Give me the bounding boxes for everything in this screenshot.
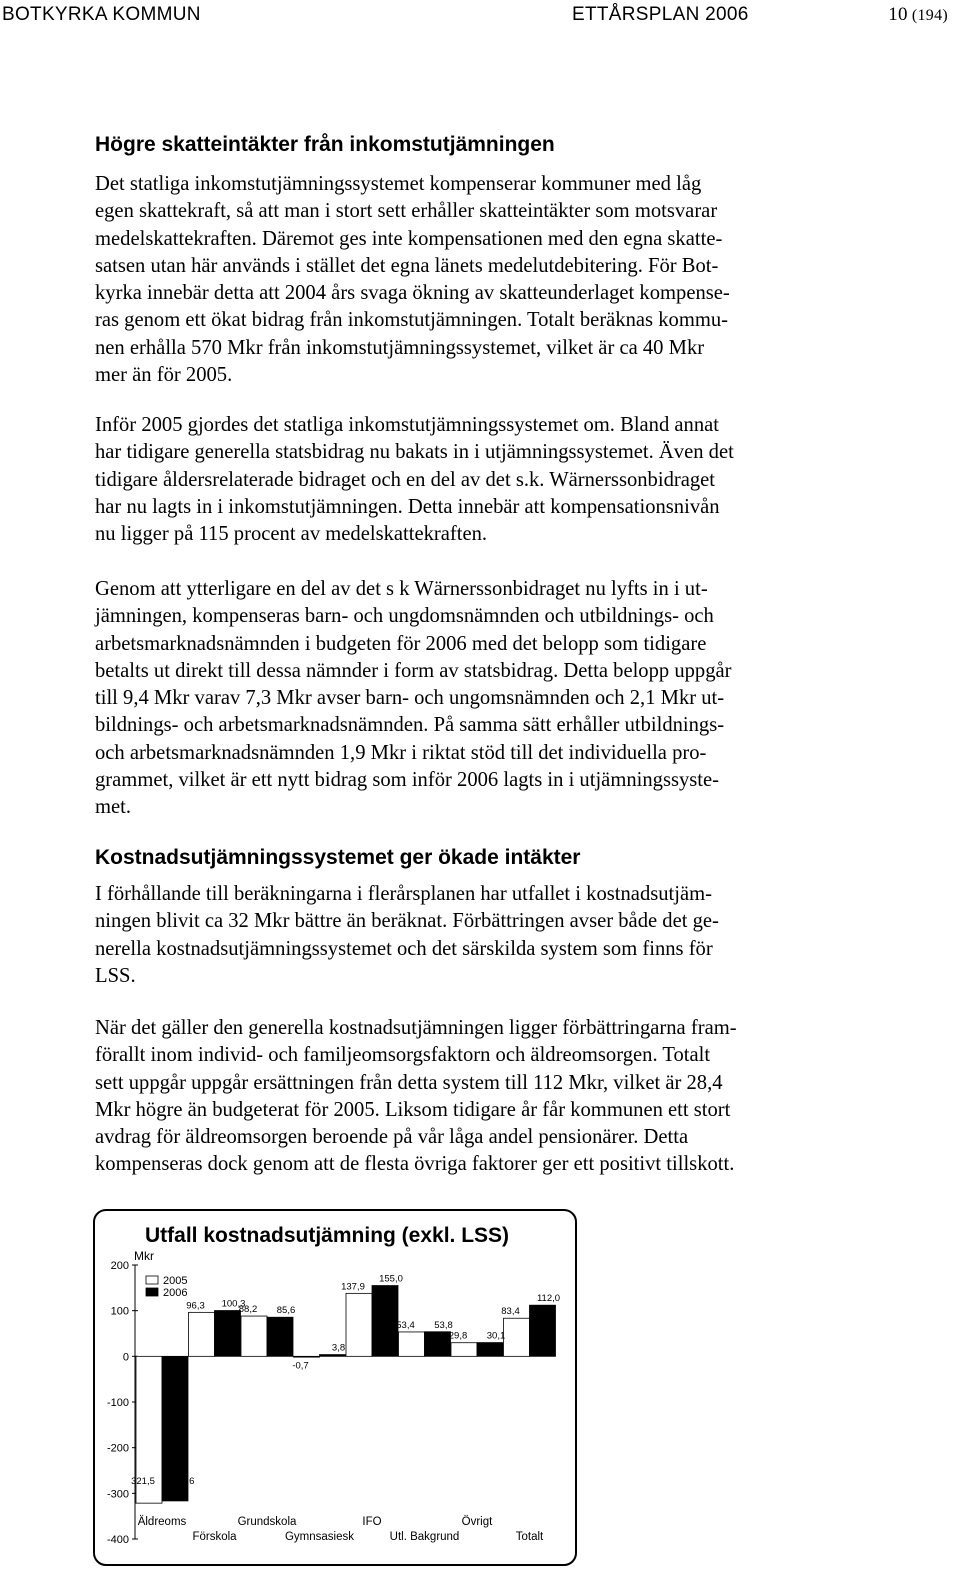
bar-2005 xyxy=(504,1318,530,1356)
category-label: IFO xyxy=(362,1516,382,1528)
data-label: -316,6 xyxy=(167,1476,195,1487)
data-label: 321,5 xyxy=(131,1476,155,1487)
paragraph-line: LSS. xyxy=(95,964,136,987)
paragraph-line: nen erhålla 570 Mkr från inkomstutjämningssystemet, vilket är ca 40 Mkr xyxy=(95,336,705,359)
bar-2005 xyxy=(241,1316,267,1356)
bar-2005 xyxy=(189,1312,215,1356)
paragraph-line: Mkr högre än budgeterat för 2005. Liksom tidigare år får kommunen ett stort xyxy=(95,1098,731,1121)
data-label: -0,7 xyxy=(292,1360,309,1372)
paragraph-line: I förhållande till beräkningarna i flerårsplanen har utfallet i kostnadsutjäm- xyxy=(95,883,713,905)
paragraph-line: avdrag för äldreomsorgen beroende på vår låga andel pensionärer. Detta xyxy=(95,1126,689,1149)
bar-2006 xyxy=(425,1332,451,1357)
legend-swatch xyxy=(146,1276,158,1284)
paragraph-line: nerella kostnadsutjämningssystemet och det särskilda system som finns för xyxy=(95,937,713,960)
y-tick-label: -200 xyxy=(106,1442,129,1455)
bar-2006 xyxy=(267,1317,293,1356)
bar-2005 xyxy=(399,1332,425,1356)
data-label: 100,3 xyxy=(221,1298,246,1310)
chart-title: Utfall kostnadsutjämning (exkl. LSS) xyxy=(145,1224,510,1247)
y-tick-label: -300 xyxy=(106,1488,129,1501)
paragraph xyxy=(95,881,875,990)
chart-ylabel: Mkr xyxy=(134,1249,154,1263)
paragraph-line: till 9,4 Mkr varav 7,3 Mkr avser barn- och ungomsnämnden och 2,1 Mkr ut- xyxy=(95,687,725,710)
header-document-title: ETTÅRSPLAN 2006 xyxy=(572,4,749,25)
paragraph-line: sett uppgår uppgår ersättningen från detta system till 112 Mkr, vilket är 28,4 xyxy=(95,1071,723,1094)
paragraph-line: nu ligger på 115 procent av medelskattekraften. xyxy=(95,523,488,546)
paragraph-line: bildnings- och arbetsmarknadsnämnden. På samma sätt erhåller utbildnings- xyxy=(95,714,725,737)
paragraph-line: har nu lagts in i inkomstutjämningen. Detta innebär att kompensationsnivån xyxy=(95,495,720,518)
bar-2006 xyxy=(530,1305,556,1356)
paragraph-line: Genom att ytterligare en del av det s k Wärnerssonbidraget nu lyfts in i ut- xyxy=(95,578,708,600)
paragraph-line: medelskattekraften. Däremot ges inte kompensationen med den egna skatte- xyxy=(95,227,723,250)
data-label: 83,4 xyxy=(501,1306,520,1318)
paragraph xyxy=(95,576,875,822)
paragraph-line: har tidigare generella statsbidrag nu bakats in i utjämningssystemet. Även det xyxy=(95,441,734,464)
header-org: BOTKYRKA KOMMUN xyxy=(2,4,201,25)
paragraph-line: Det statliga inkomstutjämningssystemet kompenserar kommuner med låg xyxy=(95,173,702,195)
category-label: Förskola xyxy=(192,1531,237,1543)
paragraph xyxy=(95,1015,875,1179)
data-label: 137,9 xyxy=(341,1281,365,1293)
section-heading-inkomstutjamning: Högre skatteintäkter från inkomstutjämningen xyxy=(95,133,555,156)
paragraph-line: tidigare åldersrelaterade bidraget och en del av det s.k. Wärnerssonbidraget xyxy=(95,468,716,491)
header-page-number xyxy=(888,4,948,26)
paragraph-line: ras genom ett ökat bidrag från inkomstutjämningen. Totalt beräknas kommu- xyxy=(95,309,729,332)
section-heading-kostnadsutjamning: Kostnadsutjämningssystemet ger ökade intäkter xyxy=(95,846,581,869)
paragraph-line: förallt inom individ- och familjeomsorgsfaktorn och äldreomsorgen. Totalt xyxy=(95,1044,711,1067)
paragraph-line: satsen utan här används i stället det egna länets medelutdebitering. För Bot- xyxy=(95,254,719,277)
bar-2005 xyxy=(294,1356,320,1357)
paragraph-line: jämningen, kompenseras barn- och ungdomsnämnden och utbildnings- och xyxy=(95,605,714,628)
paragraph-line: kyrka innebär detta att 2004 års svaga ökning av skatteunderlaget kompense- xyxy=(95,282,730,305)
y-tick-label: -400 xyxy=(106,1534,129,1546)
cost-equalization-chart xyxy=(90,1207,582,1569)
data-label: 53,8 xyxy=(434,1319,453,1331)
page-current: 10 xyxy=(888,4,908,25)
category-label: Grundskola xyxy=(237,1516,297,1528)
paragraph-line: kompenseras dock genom att de flesta övriga faktorer ger ett positivt tillskott. xyxy=(95,1153,735,1176)
paragraph-line: och arbetsmarknadsnämnden 1,9 Mkr i riktat stöd till det individuella pro- xyxy=(95,741,707,764)
paragraph-line: met. xyxy=(95,796,132,819)
data-label: 30,1 xyxy=(486,1330,506,1342)
data-label: 85,6 xyxy=(276,1305,296,1317)
data-label: 3,8 xyxy=(331,1342,346,1354)
bar-2006 xyxy=(372,1286,398,1357)
bar-2006 xyxy=(215,1311,241,1357)
paragraph-line: grammet, vilket är ett nytt bidrag som inför 2006 lagts in i utjämningssyste- xyxy=(95,769,720,792)
y-tick-label: 100 xyxy=(110,1305,129,1318)
paragraph-line: egen skattekraft, så att man i stort sett erhåller skatteintäkter som motsvarar xyxy=(95,200,718,223)
data-label: 53,4 xyxy=(396,1319,415,1331)
bar-2005 xyxy=(346,1293,372,1356)
paragraph-line: mer än för 2005. xyxy=(95,364,233,387)
legend-label: 2006 xyxy=(163,1287,188,1299)
data-label: 112,0 xyxy=(536,1293,561,1305)
paragraph-line: betalts ut direkt till dessa nämnder i form av statsbidrag. Detta belopp uppgår xyxy=(95,659,732,682)
category-label: Utl. Bakgrund xyxy=(389,1531,460,1543)
paragraph-line: ningen blivit ca 32 Mkr bättre än beräknat. Förbättringen avser både det ge- xyxy=(95,910,719,933)
category-label: Gymnsasiesk xyxy=(284,1531,355,1543)
y-tick-label: 200 xyxy=(110,1260,129,1272)
page-total: (194) xyxy=(911,7,948,24)
bar-2006 xyxy=(320,1355,346,1357)
bar-2006 xyxy=(477,1343,503,1357)
category-label: Övrigt xyxy=(461,1516,493,1528)
data-label: 88,2 xyxy=(238,1304,258,1316)
legend-label: 2005 xyxy=(163,1275,188,1287)
data-label: 96,3 xyxy=(186,1300,205,1312)
paragraph xyxy=(95,171,875,389)
paragraph-line: När det gäller den generella kostnadsutjämningen ligger förbättringarna fram- xyxy=(95,1017,737,1039)
category-label: Totalt xyxy=(515,1531,544,1543)
bar-2005 xyxy=(451,1343,477,1357)
y-tick-label: 0 xyxy=(122,1351,129,1364)
legend-swatch xyxy=(146,1288,158,1296)
category-label: Äldreoms xyxy=(137,1516,187,1528)
data-label: 29,8 xyxy=(448,1330,468,1342)
y-tick-label: -100 xyxy=(106,1397,129,1409)
data-label: 155,0 xyxy=(379,1273,403,1285)
paragraph-line: Inför 2005 gjordes det statliga inkomstutjämningssystemet om. Bland annat xyxy=(95,414,720,436)
paragraph-line: arbetsmarknadsnämnden i budgeten för 2006 med det belopp som tidigare xyxy=(95,632,707,655)
paragraph xyxy=(95,412,875,548)
